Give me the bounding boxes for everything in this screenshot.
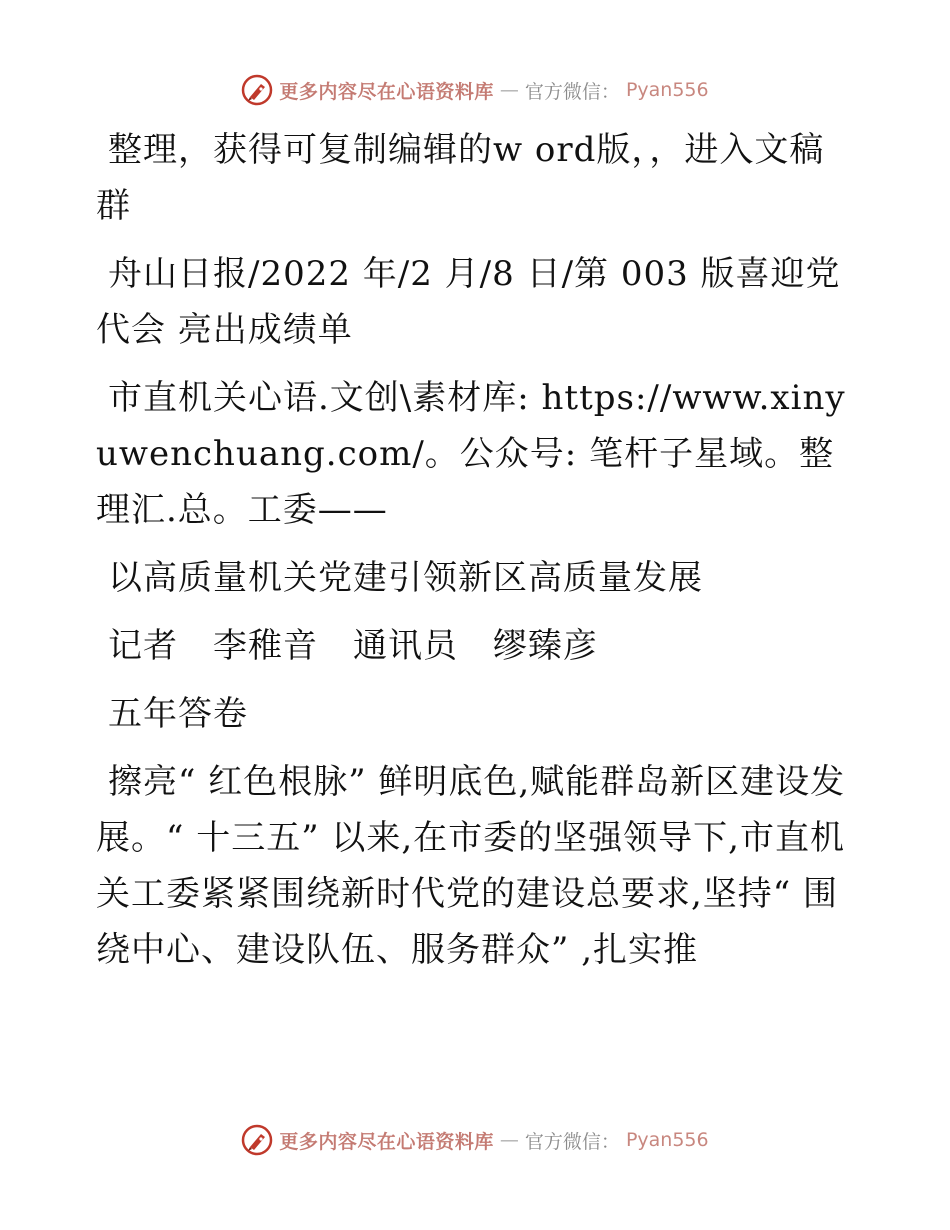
paragraph-intro: 整理，获得可复制编辑的w ord版，，进入文稿群	[96, 130, 825, 226]
document-body	[96, 122, 856, 990]
pen-nib-logo-icon	[241, 74, 273, 106]
banner-official-label: 官方微信：	[524, 80, 620, 103]
paragraph-source: 舟山日报/2022 年/2 月/8 日/第 003 版喜迎党代会 亮出成绩单	[96, 254, 841, 350]
banner-title: 更多内容尽在心语资料库	[279, 80, 494, 103]
article-title: 以高质量机关党建引领新区高质量发展	[108, 558, 703, 598]
section-heading: 五年答卷	[108, 694, 248, 734]
banner-title: 更多内容尽在心语资料库	[279, 1130, 494, 1153]
article-byline: 记者 李稚音 通讯员 缪臻彦	[108, 626, 598, 666]
banner-separator: —	[499, 1129, 519, 1151]
banner-separator: —	[499, 79, 519, 101]
pen-nib-logo-icon	[241, 1124, 273, 1156]
banner-official-label: 官方微信：	[524, 1130, 620, 1153]
banner-content	[241, 1124, 708, 1156]
paragraph-watermark-note: 市直机关心语.文创\素材库: https://www.xinyuwenchuang.com/。公众号: 笔杆子星域。整理汇.总。工委——	[96, 378, 846, 530]
banner-wechat-id: Pyan556	[625, 79, 709, 101]
banner-wechat-id: Pyan556	[625, 1129, 709, 1151]
paragraph-body: 擦亮“ 红色根脉” 鲜明底色,赋能群岛新区建设发展。“ 十三五” 以来,在市委的坚强领导下,市直机关工委紧紧围绕新时代党的建设总要求,坚持“ 围绕中心、建设队伍、服务群众” ,扎实推	[96, 762, 846, 970]
footer-banner	[0, 1120, 950, 1160]
banner-content	[241, 74, 708, 106]
header-banner	[0, 70, 950, 110]
